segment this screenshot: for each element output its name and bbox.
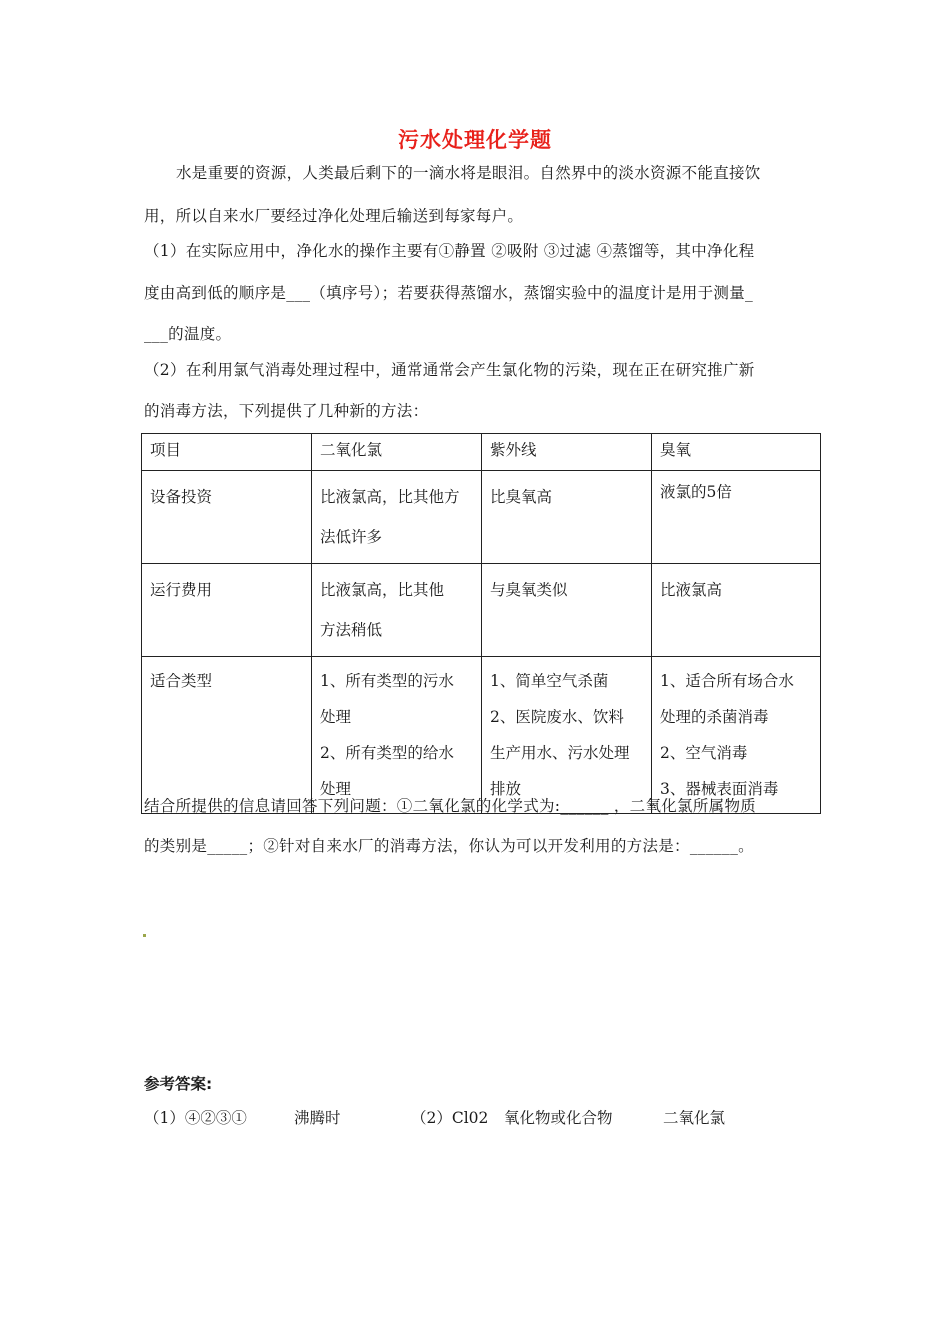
cell-text: 与臭氧类似 <box>490 581 568 599</box>
row-label: 运行费用 <box>142 564 312 657</box>
table-cell <box>652 657 821 814</box>
followup-line-2: 的类别是_____；②针对自来水厂的消毒方法，你认为可以开发利用的方法是：______。 <box>144 837 754 855</box>
cell-text: 液氯的5倍 <box>660 483 732 501</box>
intro-line-2: 用，所以自来水厂要经过净化处理后输送到每家每户。 <box>144 207 524 225</box>
cell-text: 1、简单空气杀菌 <box>490 672 609 690</box>
table-cell <box>482 471 652 564</box>
cell-text: 1、所有类型的污水 <box>320 672 454 690</box>
cell-text: 生产用水、污水处理 <box>490 744 630 762</box>
table-row <box>142 657 821 814</box>
table-row <box>142 471 821 564</box>
table-cell <box>652 564 821 657</box>
table-header-cell: 二氧化氯 <box>312 434 482 471</box>
answer-part-5: 二氧化氯 <box>663 1109 726 1127</box>
answer-part-3: （2）Cl02 <box>411 1109 489 1127</box>
cell-text: 处理的杀菌消毒 <box>660 708 769 726</box>
intro-line-1: 水是重要的资源，人类最后剩下的一滴水将是眼泪。自然界中的淡水资源不能直接饮 <box>176 164 761 182</box>
disinfection-methods-table <box>141 433 821 814</box>
cell-text: 处理 <box>320 708 352 726</box>
table-cell <box>652 471 821 564</box>
q2-line-1: （2）在利用氯气消毒处理过程中，通常通常会产生氯化物的污染，现在正在研究推广新 <box>144 361 755 379</box>
q1-line-1: （1）在实际应用中，净化水的操作主要有①静置 ②吸附 ③过滤 ④蒸馏等，其中净化程 <box>144 242 755 260</box>
cell-text: 1、适合所有场合水 <box>660 672 794 690</box>
answer-part-1: （1）④②③① <box>144 1109 247 1127</box>
table-header-cell: 臭氧 <box>652 434 821 471</box>
followup-line-1: 结合所提供的信息请回答下列问题：①二氧化氯的化学式为:______ ，二氧化氯所属物质 <box>144 797 757 815</box>
stray-mark <box>143 934 146 937</box>
cell-text: 法低许多 <box>320 528 383 546</box>
table-cell <box>482 564 652 657</box>
cell-text: 2、医院废水、饮料 <box>490 708 624 726</box>
table-cell <box>312 564 482 657</box>
cell-text: 比臭氧高 <box>490 488 553 506</box>
cell-text: 3、器械表面消毒 <box>660 780 779 798</box>
row-label: 设备投资 <box>142 471 312 564</box>
table-cell <box>482 657 652 814</box>
table-header-cell: 紫外线 <box>482 434 652 471</box>
row-label: 适合类型 <box>142 657 312 814</box>
cell-text: 2、所有类型的给水 <box>320 744 454 762</box>
answer-part-2: 沸腾时 <box>294 1109 341 1127</box>
cell-text: 2、空气消毒 <box>660 744 748 762</box>
answer-heading: 参考答案: <box>144 1075 213 1093</box>
cell-text: 方法稍低 <box>320 621 383 639</box>
cell-text: 处理 <box>320 780 352 798</box>
table-row <box>142 564 821 657</box>
table-header-cell: 项目 <box>142 434 312 471</box>
q1-line-2: 度由高到低的顺序是___（填序号）；若要获得蒸馏水，蒸馏实验中的温度计是用于测量_ <box>144 284 754 302</box>
cell-text: 比液氯高，比其他 <box>320 581 445 599</box>
cell-text: 比液氯高 <box>660 581 723 599</box>
answer-part-4: 氧化物或化合物 <box>504 1109 613 1127</box>
table-header-row <box>142 434 821 471</box>
q1-line-3: ___的温度。 <box>144 325 232 343</box>
cell-text: 比液氯高，比其他方 <box>320 488 460 506</box>
table-cell <box>312 657 482 814</box>
table-cell <box>312 471 482 564</box>
q2-line-2: 的消毒方法，下列提供了几种新的方法： <box>144 402 429 420</box>
page-title: 污水处理化学题 <box>398 128 552 152</box>
cell-text: 排放 <box>490 780 522 798</box>
